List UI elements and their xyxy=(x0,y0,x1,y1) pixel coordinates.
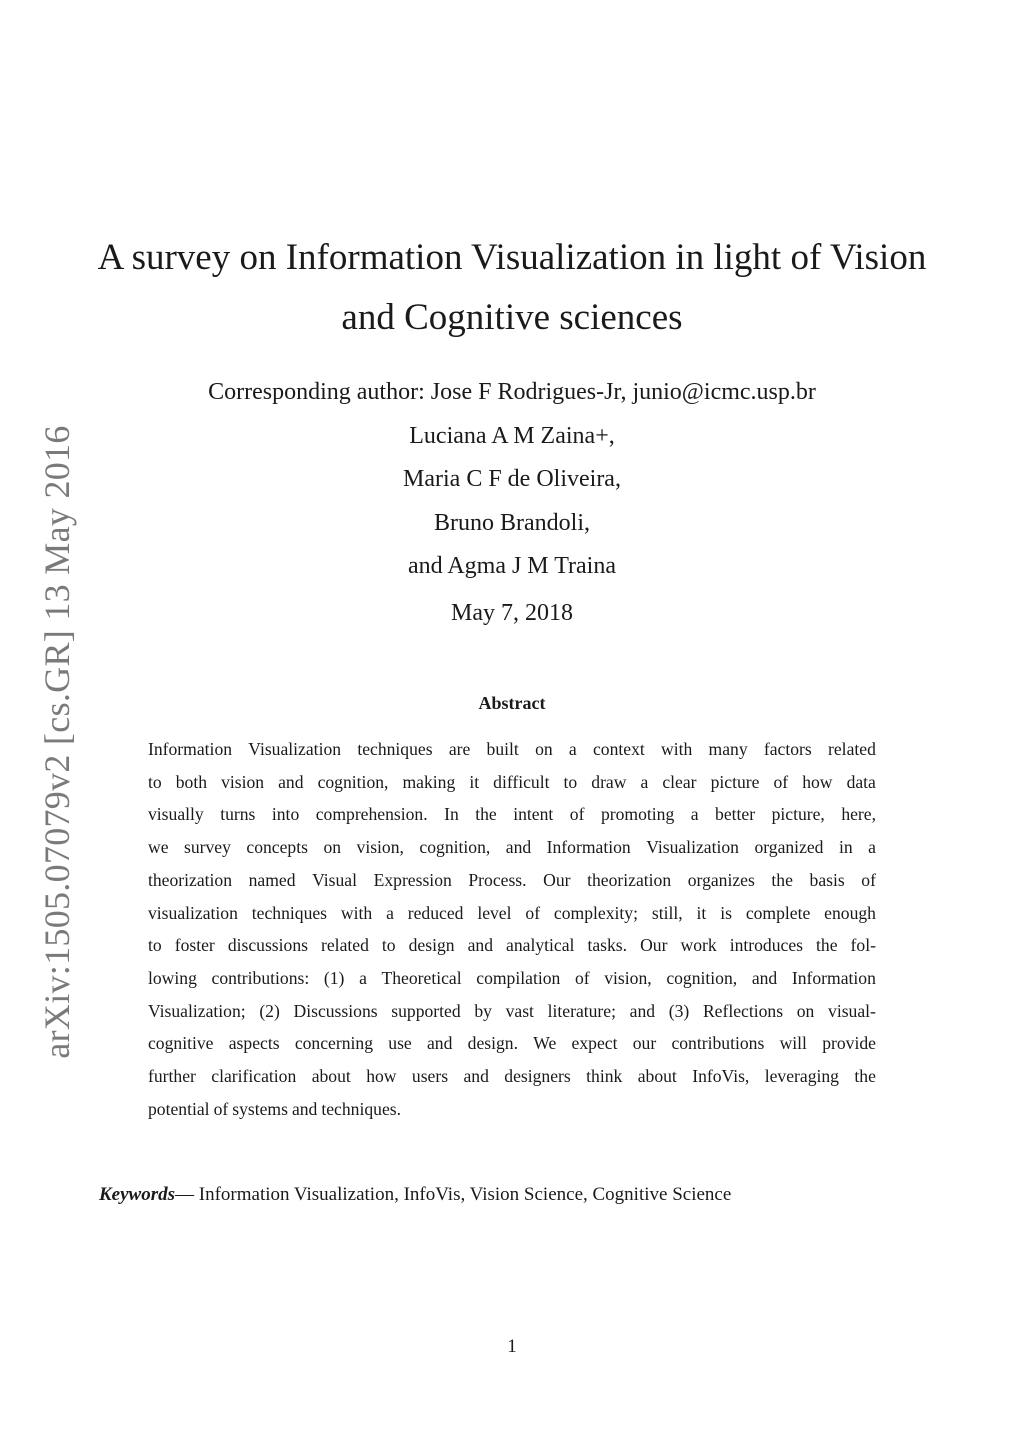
keywords-label: Keywords xyxy=(99,1184,175,1205)
abstract-word: Theoretical xyxy=(381,967,462,988)
abstract-line xyxy=(148,766,876,799)
page-number: 1 xyxy=(507,1336,517,1357)
abstract-word: compilation xyxy=(476,967,561,988)
abstract-word: the xyxy=(854,1066,876,1087)
abstract-word: are xyxy=(448,739,471,759)
abstract-word: to xyxy=(148,771,162,792)
keywords-separator: — xyxy=(175,1184,199,1205)
abstract-word: literature; xyxy=(547,1000,616,1021)
abstract-word: named xyxy=(248,869,296,890)
abstract-word: (3) xyxy=(668,1000,690,1021)
abstract-word: how xyxy=(802,771,833,792)
abstract-word: a xyxy=(386,902,394,923)
abstract-word: think xyxy=(586,1066,623,1087)
abstract-word: and xyxy=(629,1000,656,1021)
abstract-word: of xyxy=(574,967,590,988)
abstract-word: into xyxy=(271,804,300,825)
author-list xyxy=(0,371,1024,589)
abstract-word: the xyxy=(771,869,793,890)
abstract-word: with xyxy=(661,739,693,759)
abstract-word: techniques. xyxy=(321,1098,401,1119)
paper-title xyxy=(0,228,1024,348)
abstract-word: Reflections xyxy=(702,1000,784,1021)
abstract-word: it xyxy=(469,771,480,792)
abstract-word: InfoVis, xyxy=(692,1066,750,1087)
abstract-word: picture, xyxy=(771,804,825,825)
abstract-word: design. xyxy=(467,1033,518,1054)
author: Luciana A M Zaina+, xyxy=(409,422,615,449)
abstract-word: is xyxy=(720,902,732,923)
abstract-word: related xyxy=(828,739,876,759)
abstract-word: fol- xyxy=(850,935,876,956)
abstract-word: and xyxy=(505,837,532,858)
abstract-word: a xyxy=(640,771,649,792)
abstract-word: Expression xyxy=(373,869,452,890)
abstract-word: Information xyxy=(791,967,876,988)
abstract-word: clear xyxy=(662,771,697,792)
paper-title-line-1: A survey on Information Visualization in light of Vision xyxy=(97,237,927,278)
abstract-word: our xyxy=(632,1033,657,1054)
abstract-word: on xyxy=(535,739,553,759)
abstract-word: complete xyxy=(745,902,811,923)
abstract-word: draw xyxy=(591,771,627,792)
abstract-word: here, xyxy=(841,804,876,825)
abstract-word: provide xyxy=(822,1033,876,1054)
abstract-word: factors xyxy=(763,739,812,759)
abstract-word: about xyxy=(637,1066,677,1087)
abstract-word: in xyxy=(838,837,853,858)
abstract-word: turns xyxy=(220,804,256,825)
abstract-word: to xyxy=(381,935,396,956)
abstract-word: how xyxy=(366,1066,397,1087)
abstract-word: We xyxy=(533,1033,557,1054)
abstract-word: Visualization xyxy=(646,837,739,858)
abstract-word: vision xyxy=(221,771,265,792)
abstract-word: survey xyxy=(184,837,231,858)
abstract-word: expect xyxy=(571,1033,618,1054)
abstract-line xyxy=(148,962,876,995)
abstract-word: Process. xyxy=(468,869,527,890)
abstract-word: of xyxy=(213,1098,229,1119)
abstract-word: cognition, xyxy=(666,967,738,988)
abstract-word: (2) xyxy=(259,1000,280,1021)
abstract-word: cognition, xyxy=(317,771,389,792)
abstract-word: it xyxy=(696,902,707,923)
abstract-word: visualization xyxy=(148,902,238,923)
abstract-word: introduces xyxy=(729,935,803,956)
abstract-word: complexity; xyxy=(553,902,638,923)
abstract-word: on xyxy=(323,837,342,858)
abstract-word: Visual xyxy=(312,869,358,890)
abstract-word: the xyxy=(475,804,497,825)
abstract-word: and xyxy=(278,771,304,792)
abstract-word: contributions xyxy=(671,1033,765,1054)
abstract-word: both xyxy=(175,771,208,792)
author: Maria C F de Oliveira, xyxy=(403,466,621,492)
abstract-word: Discussions xyxy=(293,1000,378,1021)
abstract-word: comprehension. xyxy=(315,804,428,825)
abstract-word: the xyxy=(816,935,838,956)
abstract-heading: Abstract xyxy=(478,693,546,713)
abstract-word: by xyxy=(474,1000,492,1021)
abstract-line xyxy=(148,831,876,864)
keywords xyxy=(99,1184,731,1206)
abstract-line xyxy=(148,929,876,962)
abstract-word: design xyxy=(408,935,455,956)
abstract-word: will xyxy=(779,1033,807,1054)
keywords-text: Information Visualization, InfoVis, Vision Science, Cognitive Science xyxy=(198,1184,732,1205)
publication-date: May 7, 2018 xyxy=(451,600,573,626)
abstract-word: theorization xyxy=(148,869,233,890)
abstract-word: of xyxy=(773,771,789,792)
abstract-word: promoting xyxy=(600,804,675,825)
abstract-word: picture xyxy=(710,771,760,792)
abstract-word: level xyxy=(477,902,512,923)
abstract-word: potential xyxy=(148,1098,210,1119)
abstract-word: concerning xyxy=(294,1033,373,1054)
abstract-word: techniques xyxy=(251,902,328,923)
abstract-line xyxy=(148,1093,876,1126)
abstract-word: users xyxy=(411,1066,449,1087)
abstract-word: on xyxy=(796,1000,815,1021)
abstract-word: still, xyxy=(651,902,683,923)
abstract-word: cognitive xyxy=(148,1033,214,1054)
abstract-line xyxy=(148,733,876,766)
abstract-line xyxy=(148,864,876,897)
abstract-word: a xyxy=(690,804,699,825)
abstract-word: making xyxy=(402,771,456,792)
arxiv-identifier-stamp: arXiv:1505.07079v2 [cs.GR] 13 May 2016 xyxy=(37,425,77,1059)
abstract-word: intent xyxy=(513,804,554,825)
abstract-word: foster xyxy=(174,935,215,956)
abstract-line xyxy=(148,1060,876,1093)
corresponding-author: Corresponding author: Jose F Rodrigues-Jr, junio@icmc.usp.br xyxy=(208,379,816,405)
abstract-word: contributions: xyxy=(211,967,310,988)
abstract-word: we xyxy=(148,837,169,858)
abstract-word: about xyxy=(311,1066,351,1087)
author: and Agma J M Traina xyxy=(407,553,616,579)
author: Bruno Brandoli, xyxy=(434,509,590,536)
abstract-body xyxy=(148,733,876,1125)
abstract-word: visually xyxy=(148,804,204,825)
abstract-word: and xyxy=(426,1033,453,1054)
abstract-word: cognition, xyxy=(419,837,491,858)
abstract-word: In xyxy=(444,804,459,825)
abstract-word: work xyxy=(680,935,717,956)
abstract-word: Information xyxy=(546,837,631,858)
abstract-word: systems xyxy=(232,1098,288,1119)
abstract-word: Visualization xyxy=(248,739,342,759)
abstract-word: difficult xyxy=(493,771,550,792)
abstract-word: to xyxy=(563,771,578,792)
abstract-word: lowing xyxy=(148,967,197,988)
abstract-word: vision, xyxy=(604,967,652,988)
abstract-word: aspects xyxy=(228,1033,280,1054)
abstract-word: visual- xyxy=(828,1000,876,1021)
abstract-word: a xyxy=(568,739,577,759)
abstract-word: a xyxy=(359,967,367,988)
abstract-word: use xyxy=(388,1033,412,1054)
abstract-line xyxy=(148,798,876,831)
abstract-word: discussions xyxy=(227,935,308,956)
abstract-word: context xyxy=(592,739,645,759)
abstract-word: Our xyxy=(543,869,571,890)
abstract-word: reduced xyxy=(407,902,464,923)
abstract-word: and xyxy=(463,1066,489,1087)
abstract-line xyxy=(148,995,876,1028)
abstract-word: theorization xyxy=(587,869,672,890)
abstract-word: organizes xyxy=(687,869,755,890)
abstract-word: a xyxy=(868,837,876,858)
abstract-word: of xyxy=(861,869,876,890)
abstract-word: data xyxy=(846,771,876,792)
abstract-word: with xyxy=(340,902,373,923)
abstract-word: Information xyxy=(148,739,233,759)
abstract-word: and xyxy=(751,967,778,988)
abstract-word: clarification xyxy=(211,1066,297,1087)
abstract-word: related xyxy=(321,935,369,956)
abstract-word: concepts xyxy=(246,837,308,858)
abstract-word: Our xyxy=(640,935,668,956)
abstract-word: analytical xyxy=(506,935,575,956)
abstract-word: of xyxy=(569,804,585,825)
abstract-word: enough xyxy=(824,902,876,923)
abstract-word: basis xyxy=(809,869,845,890)
abstract-word: built xyxy=(486,739,519,759)
abstract-word: techniques xyxy=(357,739,433,759)
abstract-word: to xyxy=(148,935,162,956)
abstract-word: tasks. xyxy=(587,935,628,956)
abstract-word: (1) xyxy=(323,967,345,988)
abstract-word: vision, xyxy=(356,837,404,858)
abstract-word: organized xyxy=(754,837,824,858)
abstract-word: vast xyxy=(505,1000,534,1021)
abstract-word: Visualization; xyxy=(148,1000,246,1021)
abstract-line xyxy=(148,1027,876,1060)
abstract-word: and xyxy=(291,1098,318,1119)
abstract-word: many xyxy=(708,739,748,759)
abstract-word: designers xyxy=(504,1066,571,1087)
abstract-word: better xyxy=(715,804,756,825)
abstract-word: and xyxy=(467,935,493,956)
abstract-line xyxy=(148,897,876,930)
paper-title-line-2: and Cognitive sciences xyxy=(341,297,683,338)
abstract-word: further xyxy=(148,1066,196,1087)
abstract-word: of xyxy=(525,902,541,923)
abstract-word: leveraging xyxy=(764,1066,839,1087)
abstract-word: supported xyxy=(391,1000,461,1021)
